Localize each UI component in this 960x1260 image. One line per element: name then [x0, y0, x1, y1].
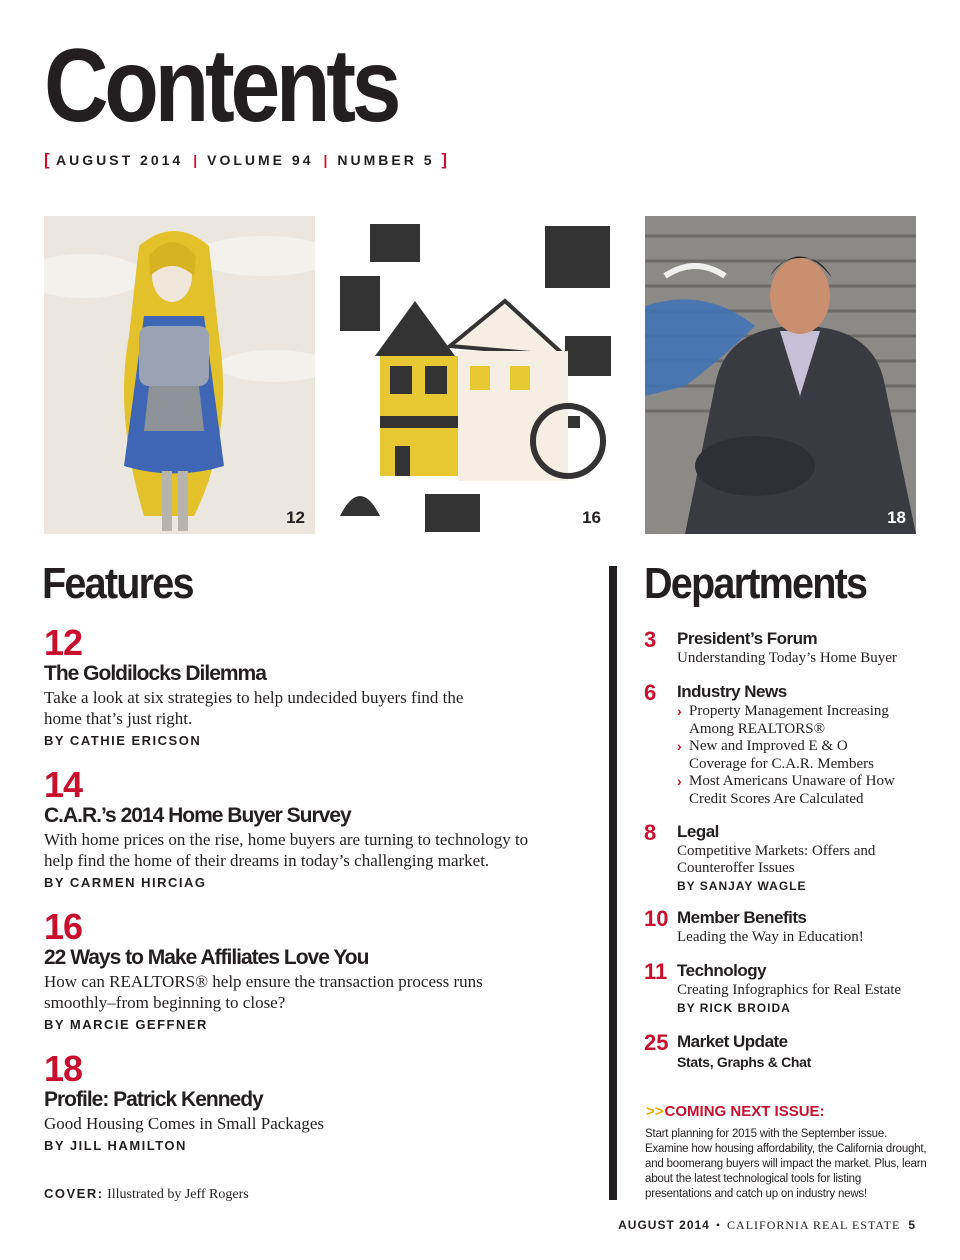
- photo-page-number: 16: [582, 508, 601, 527]
- cover-label: COVER:: [44, 1186, 104, 1201]
- department-subtitle: Understanding Today’s Home Buyer: [677, 650, 897, 666]
- feature-description: Take a look at six strategies to help undecided buyers find the home that’s just right.: [44, 688, 464, 728]
- issue-date: AUGUST 2014: [56, 152, 184, 168]
- feature-item[interactable]: [44, 906, 564, 1032]
- page-footer: [618, 1218, 916, 1233]
- feature-item[interactable]: [44, 622, 564, 748]
- chevron-right-icon: ›: [677, 738, 682, 754]
- separator: |: [193, 152, 198, 168]
- news-bullet[interactable]: [677, 773, 929, 808]
- features-heading: Features: [42, 559, 193, 608]
- issue-volume: VOLUME 94: [207, 152, 314, 168]
- feature-title: 22 Ways to Make Affiliates Love You: [44, 946, 369, 969]
- portrait-photo[interactable]: [645, 216, 916, 534]
- news-bullet-text: Property Management Increasing Among REALTORS®: [689, 703, 889, 737]
- department-item[interactable]: [644, 1031, 944, 1071]
- department-item[interactable]: [644, 681, 944, 808]
- feature-description: How can REALTORS® help ensure the transaction process runs smoothly–from beginning to close?: [44, 972, 483, 1012]
- department-title: President’s Forum: [677, 629, 818, 648]
- feature-byline: BY CARMEN HIRCIAG: [44, 875, 207, 890]
- coming-next-text: Start planning for 2015 with the September issue. Examine how housing affordability, the California drought, and boomerang buyers will impact the market. Plus, learn about the latest technological tools for listing presentations and catch up on industry news!: [645, 1128, 927, 1200]
- department-title: Legal: [677, 822, 719, 841]
- feature-item[interactable]: [44, 764, 564, 890]
- feature-item[interactable]: [44, 1048, 564, 1153]
- department-page-number: 6: [644, 680, 657, 705]
- departments-heading: Departments: [644, 559, 867, 608]
- separator: |: [323, 152, 328, 168]
- footer-date: AUGUST 2014: [618, 1218, 710, 1232]
- page-title: Contents: [44, 28, 398, 144]
- department-page-number: 25: [644, 1030, 669, 1055]
- department-page-number: 10: [644, 906, 669, 931]
- feature-page-number: 18: [44, 1048, 83, 1089]
- issue-info: [44, 150, 447, 170]
- bracket-close: ]: [441, 150, 448, 169]
- news-bullet[interactable]: [677, 738, 904, 773]
- feature-description: Good Housing Comes in Small Packages: [44, 1114, 325, 1133]
- news-bullet-text: New and Improved E & O Coverage for C.A.R. Members: [689, 738, 874, 772]
- bracket-open: [: [44, 150, 50, 169]
- news-bullet-text: Most Americans Unaware of How Credit Scores Are Calculated: [689, 773, 895, 807]
- photo-page-number: 12: [286, 508, 305, 527]
- department-item[interactable]: [644, 907, 944, 946]
- footer-bullet: •: [715, 1218, 722, 1232]
- feature-title: Profile: Patrick Kennedy: [44, 1088, 263, 1111]
- chevron-right-icon: ›: [677, 703, 682, 719]
- coming-next-title: COMING NEXT ISSUE:: [664, 1103, 825, 1120]
- cover-credit: [44, 1186, 249, 1203]
- department-item[interactable]: [644, 960, 944, 1015]
- department-page-number: 3: [644, 627, 657, 652]
- department-title: Technology: [677, 961, 767, 980]
- feature-description: With home prices on the rise, home buyers are turning to technology to help find the home of their dreams in today’s challenging market.: [44, 830, 529, 870]
- coming-next-heading: [646, 1103, 825, 1120]
- feature-byline: BY JILL HAMILTON: [44, 1138, 187, 1153]
- department-page-number: 11: [644, 959, 668, 984]
- footer-magazine: CALIFORNIA REAL ESTATE: [727, 1218, 901, 1232]
- feature-page-number: 12: [44, 622, 83, 663]
- news-bullet[interactable]: [677, 703, 914, 738]
- issue-number: NUMBER 5: [337, 152, 435, 168]
- double-chevron-icon: >>: [646, 1103, 664, 1120]
- department-title: Industry News: [677, 682, 787, 701]
- department-title: Member Benefits: [677, 908, 807, 927]
- department-subtitle: Creating Infographics for Real Estate: [677, 982, 902, 998]
- chevron-right-icon: ›: [677, 773, 682, 789]
- column-divider: [609, 566, 617, 1200]
- department-title: Market Update: [677, 1032, 788, 1051]
- department-item[interactable]: [644, 628, 944, 667]
- department-byline: BY SANJAY WAGLE: [677, 879, 807, 893]
- department-subtitle: Leading the Way in Education!: [677, 929, 864, 945]
- department-byline: BY RICK BROIDA: [677, 1001, 791, 1015]
- cover-text: Illustrated by Jeff Rogers: [107, 1187, 249, 1202]
- footer-page-number: 5: [908, 1218, 916, 1232]
- department-subtitle: Competitive Markets: Offers and Counteroffer Issues: [677, 843, 876, 876]
- house-infographic-illustration[interactable]: [340, 216, 611, 534]
- department-item[interactable]: [644, 821, 944, 893]
- feature-byline: BY CATHIE ERICSON: [44, 733, 202, 748]
- feature-page-number: 16: [44, 906, 83, 947]
- feature-title: C.A.R.’s 2014 Home Buyer Survey: [44, 804, 351, 827]
- department-page-number: 8: [644, 820, 657, 845]
- goldilocks-illustration[interactable]: [44, 216, 315, 534]
- feature-title: The Goldilocks Dilemma: [44, 662, 266, 685]
- feature-byline: BY MARCIE GEFFNER: [44, 1017, 208, 1032]
- feature-page-number: 14: [44, 764, 83, 805]
- photo-page-number: 18: [887, 508, 906, 527]
- department-subtitle: Stats, Graphs & Chat: [677, 1054, 812, 1070]
